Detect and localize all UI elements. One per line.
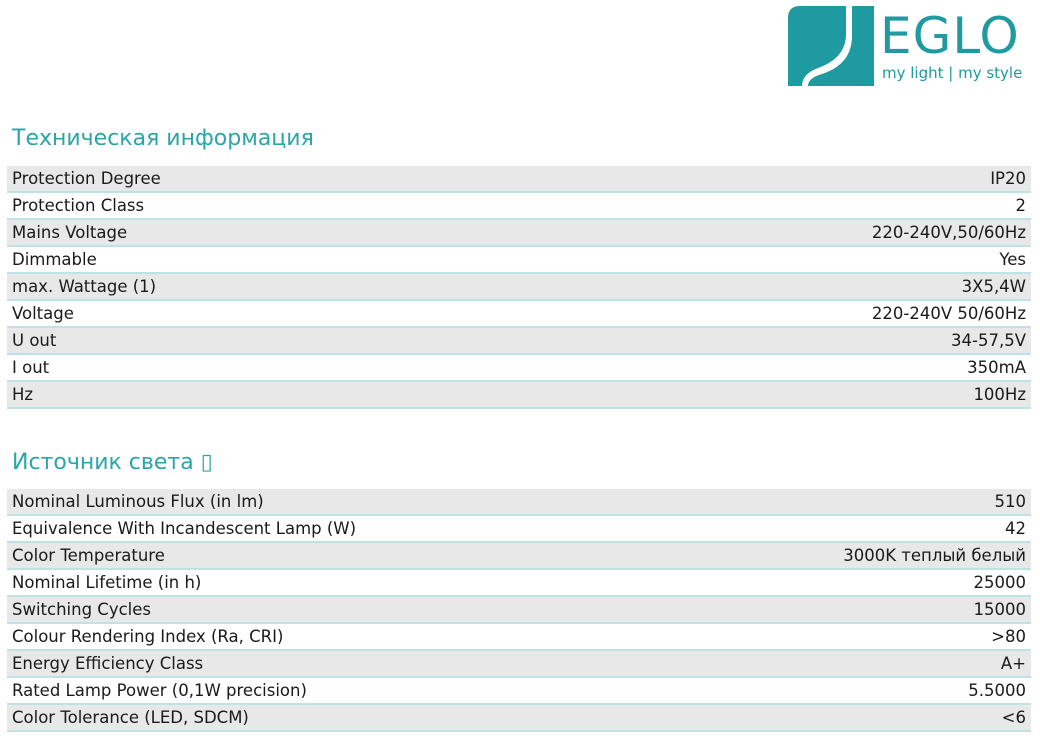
- row-value: Yes: [999, 250, 1026, 269]
- row-value: 220-240V 50/60Hz: [871, 304, 1026, 323]
- table-row: [7, 220, 1031, 247]
- row-value: 25000: [973, 573, 1026, 592]
- row-value: 34-57,5V: [951, 331, 1026, 350]
- row-value: 5.5000: [968, 681, 1026, 700]
- row-label: Energy Efficiency Class: [12, 654, 204, 673]
- row-label: Protection Degree: [12, 169, 161, 188]
- row-label: Nominal Luminous Flux (in lm): [12, 492, 264, 511]
- row-label: Nominal Lifetime (in h): [12, 573, 202, 592]
- table-row: [7, 193, 1031, 220]
- row-value: 350mA: [967, 358, 1026, 377]
- row-value: 15000: [973, 600, 1026, 619]
- row-label: Hz: [12, 385, 34, 404]
- row-value: 3000K теплый белый: [843, 546, 1026, 565]
- table-row: [7, 489, 1031, 516]
- row-label: Equivalence With Incandescent Lamp (W): [12, 519, 357, 538]
- row-value: 42: [1005, 519, 1026, 538]
- row-label: Protection Class: [12, 196, 145, 215]
- table-row: [7, 355, 1031, 382]
- table-row: [7, 382, 1031, 409]
- row-label: U out: [12, 331, 57, 350]
- table-row: [7, 166, 1031, 193]
- row-label: Switching Cycles: [12, 600, 152, 619]
- row-value: <6: [1001, 708, 1026, 727]
- eglo-logo-mark-icon: [788, 6, 874, 86]
- row-value: >80: [991, 627, 1026, 646]
- table-row: [7, 705, 1031, 732]
- row-label: I out: [12, 358, 50, 377]
- light-source-table: [7, 489, 1031, 732]
- row-label: Voltage: [12, 304, 74, 323]
- section-title-technical: Техническая информация: [12, 126, 314, 151]
- row-label: max. Wattage (1): [12, 277, 157, 296]
- row-label: Rated Lamp Power (0,1W precision): [12, 681, 307, 700]
- row-value: 100Hz: [973, 385, 1026, 404]
- table-row: [7, 651, 1031, 678]
- row-value: 3X5,4W: [961, 277, 1026, 296]
- technical-info-table: [7, 166, 1031, 409]
- row-value: IP20: [990, 169, 1026, 188]
- table-row: [7, 274, 1031, 301]
- row-value: 2: [1015, 196, 1026, 215]
- table-row: [7, 624, 1031, 651]
- row-label: Dimmable: [12, 250, 97, 269]
- row-label: Colour Rendering Index (Ra, CRI): [12, 627, 284, 646]
- row-value: 220-240V,50/60Hz: [871, 223, 1026, 242]
- section-title-light-source: Источник света ▯: [12, 450, 213, 475]
- table-row: [7, 301, 1031, 328]
- row-value: 510: [994, 492, 1026, 511]
- table-row: [7, 570, 1031, 597]
- row-label: Color Temperature: [12, 546, 165, 565]
- eglo-brand-name: EGLO: [880, 7, 1020, 65]
- row-label: Mains Voltage: [12, 223, 128, 242]
- table-row: [7, 516, 1031, 543]
- table-row: [7, 328, 1031, 355]
- eglo-logo: [788, 6, 1036, 88]
- eglo-tagline: my light | my style: [882, 64, 1023, 82]
- table-row: [7, 543, 1031, 570]
- row-label: Color Tolerance (LED, SDCM): [12, 708, 249, 727]
- row-value: A+: [1000, 654, 1026, 673]
- table-row: [7, 247, 1031, 274]
- table-row: [7, 678, 1031, 705]
- table-row: [7, 597, 1031, 624]
